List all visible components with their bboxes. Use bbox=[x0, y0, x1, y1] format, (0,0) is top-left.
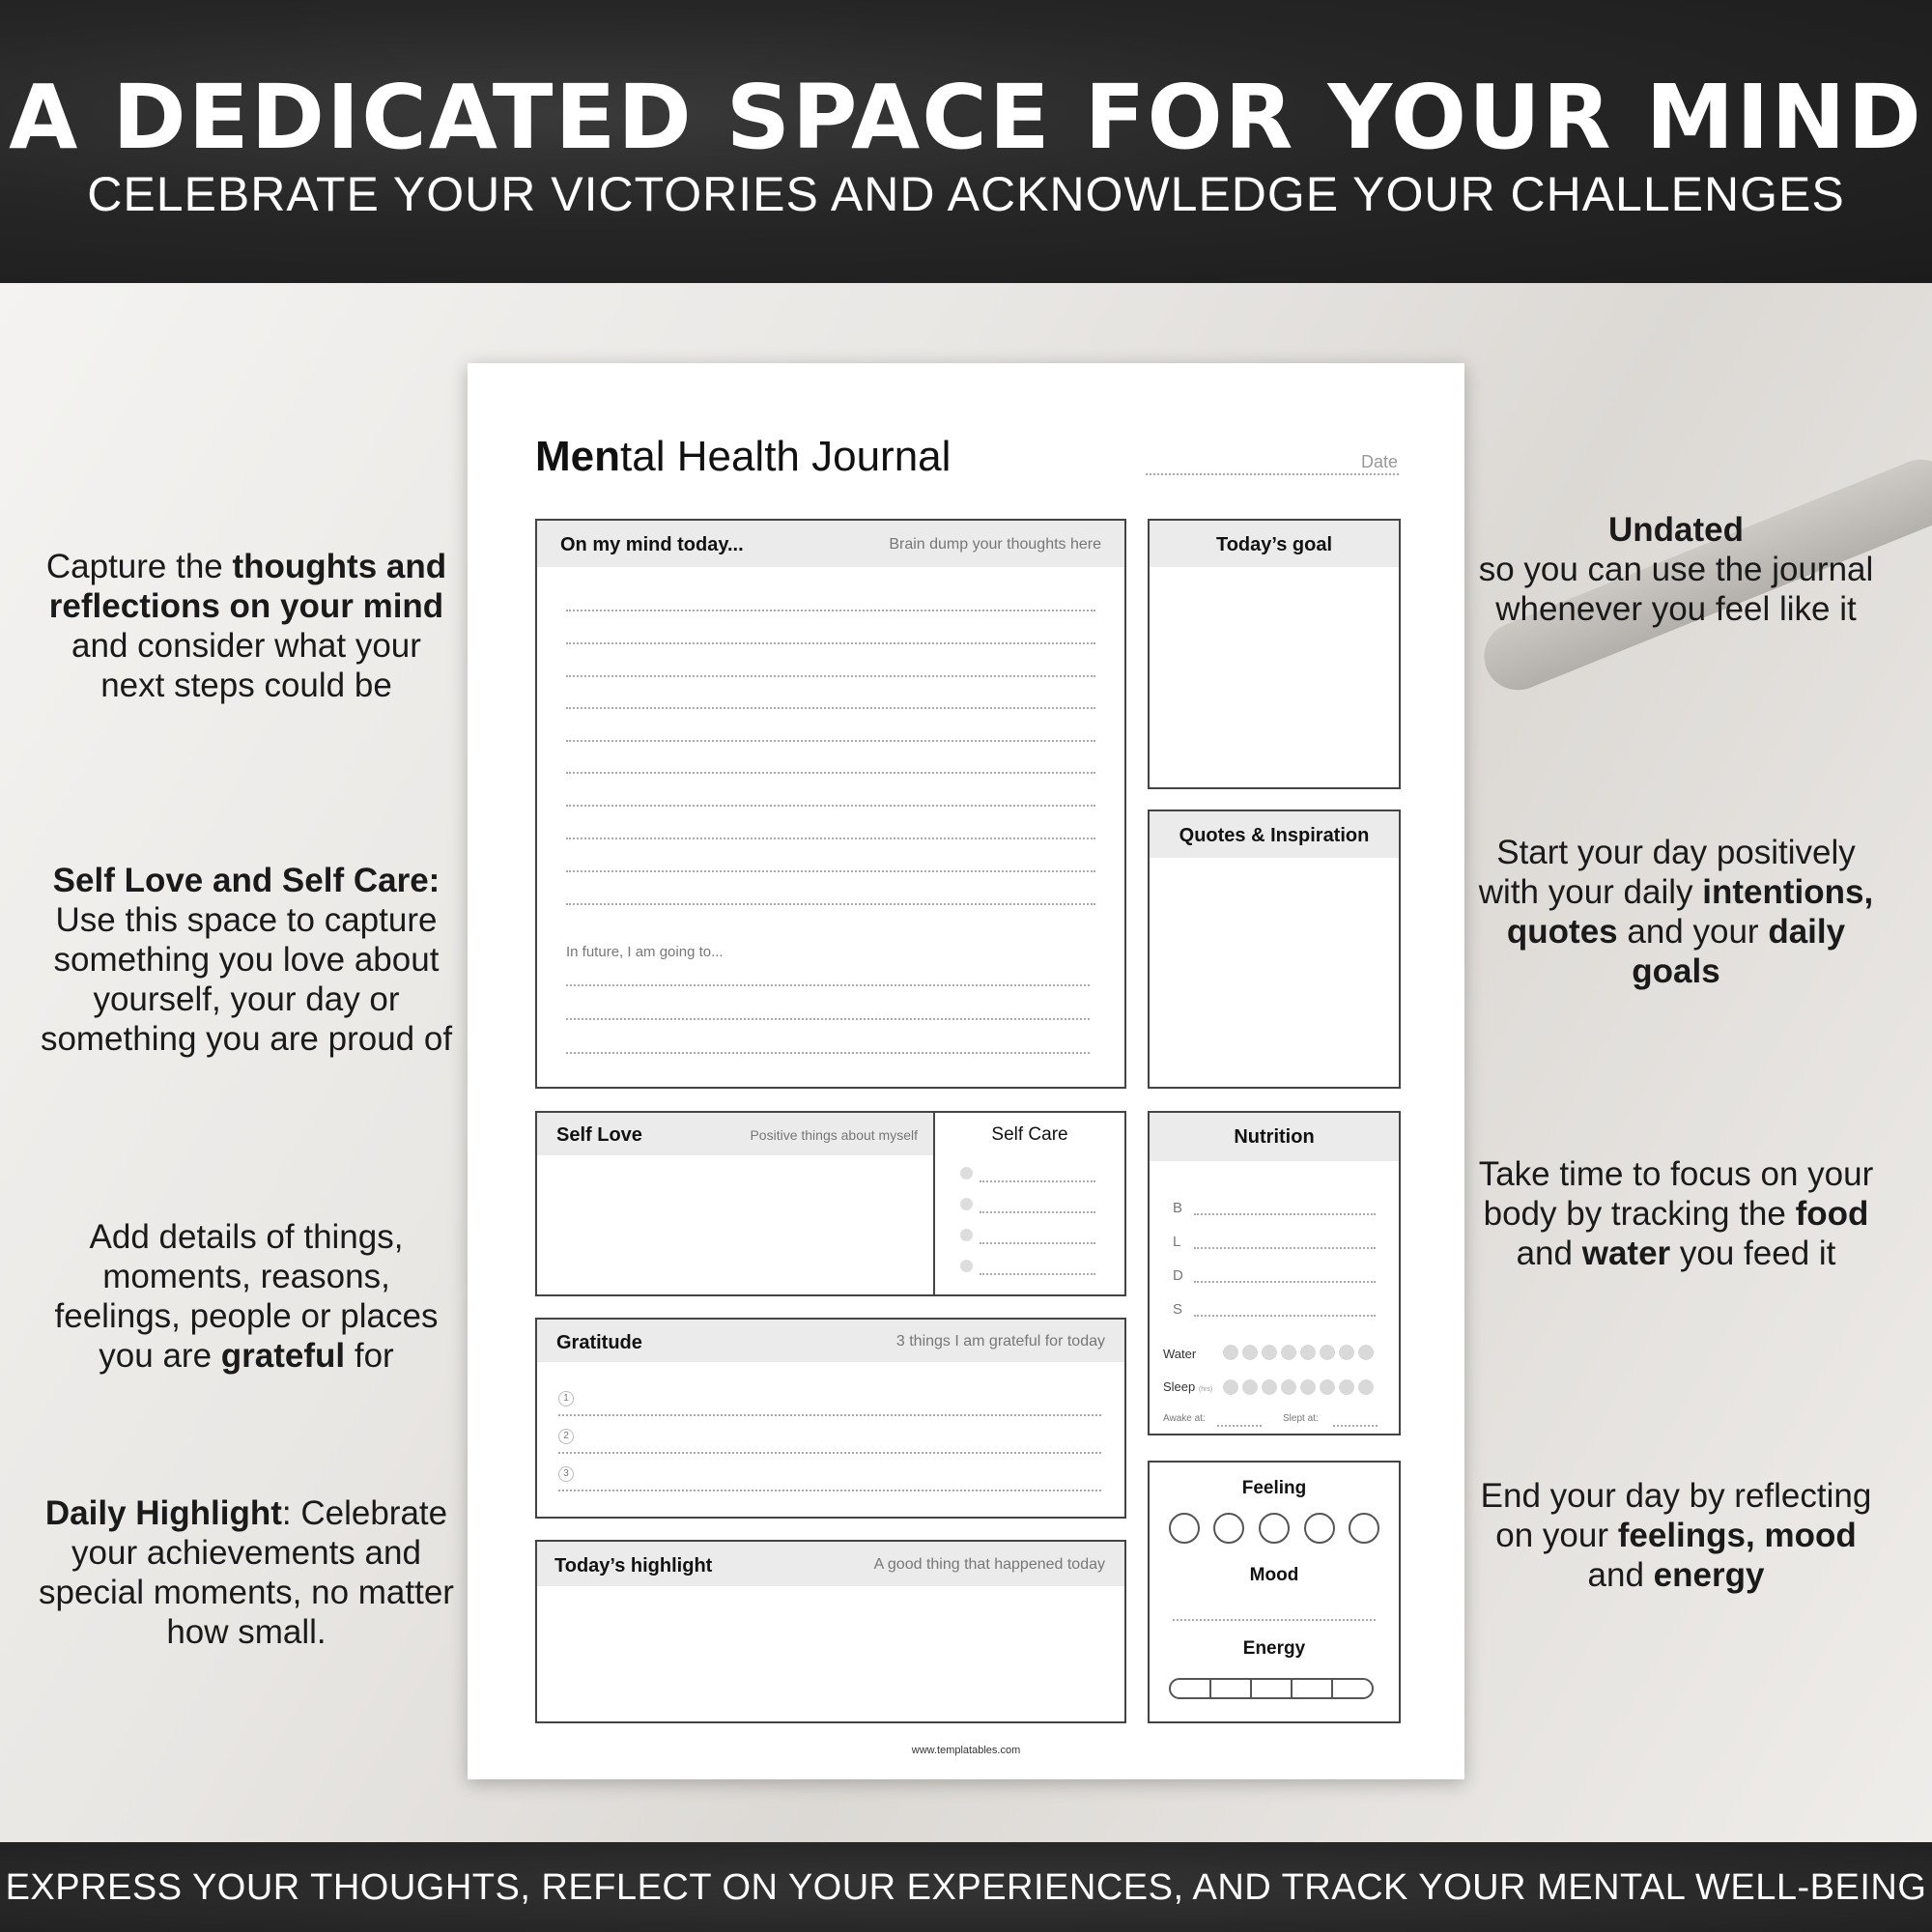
water-dot[interactable] bbox=[1320, 1345, 1335, 1360]
self-care-bullet bbox=[960, 1198, 973, 1210]
feeling-title: Feeling bbox=[1241, 1478, 1307, 1498]
gratitude-line bbox=[558, 1490, 1101, 1492]
meal-snack-label: S bbox=[1173, 1301, 1183, 1318]
sleep-dot[interactable] bbox=[1300, 1379, 1316, 1395]
sleep-dot[interactable] bbox=[1339, 1379, 1354, 1395]
sleep-dot[interactable] bbox=[1320, 1379, 1335, 1395]
self-care-bullet bbox=[960, 1260, 973, 1272]
feeling-box[interactable] bbox=[1148, 1461, 1401, 1723]
water-dot[interactable] bbox=[1242, 1345, 1258, 1360]
sleep-dot[interactable] bbox=[1262, 1379, 1277, 1395]
nutrition-title: Nutrition bbox=[1234, 1126, 1315, 1148]
water-dot[interactable] bbox=[1300, 1345, 1316, 1360]
self-love-title: Self Love bbox=[556, 1124, 642, 1146]
date-line[interactable] bbox=[1146, 473, 1399, 475]
meal-lunch-label: L bbox=[1173, 1234, 1181, 1250]
feeling-circle[interactable] bbox=[1169, 1513, 1200, 1544]
nutrition-box[interactable] bbox=[1148, 1111, 1401, 1435]
headline: A DEDICATED SPACE FOR YOUR MIND bbox=[9, 66, 1923, 169]
mind-line bbox=[566, 838, 1095, 839]
meal-line bbox=[1194, 1213, 1376, 1215]
meal-dinner-label: D bbox=[1173, 1267, 1183, 1284]
mind-box[interactable] bbox=[535, 519, 1126, 1089]
energy-segment-divider bbox=[1209, 1680, 1211, 1697]
caption-thoughts: Capture the thoughts and reflections on your mind and consider what your next steps could be bbox=[45, 548, 447, 704]
meal-line bbox=[1194, 1315, 1376, 1317]
meal-line bbox=[1194, 1247, 1376, 1249]
gratitude-number: 3 bbox=[558, 1466, 574, 1482]
mind-line bbox=[566, 675, 1095, 677]
awake-label: Awake at: bbox=[1163, 1413, 1206, 1424]
water-dot[interactable] bbox=[1262, 1345, 1277, 1360]
water-label: Water bbox=[1163, 1347, 1197, 1361]
self-care-line bbox=[980, 1180, 1095, 1182]
caption-highlight: Daily Highlight: Celebrate your achievements and special moments, no matter how small. bbox=[39, 1494, 454, 1651]
future-line bbox=[566, 1018, 1090, 1020]
website-url: www.templatables.com bbox=[911, 1745, 1021, 1756]
quotes-box[interactable] bbox=[1148, 810, 1401, 1089]
mind-line bbox=[566, 642, 1095, 644]
self-care-title: Self Care bbox=[991, 1124, 1068, 1145]
sleep-label: Sleep (hrs) bbox=[1163, 1379, 1213, 1394]
sleep-dot[interactable] bbox=[1281, 1379, 1296, 1395]
gratitude-line bbox=[558, 1452, 1101, 1454]
energy-title: Energy bbox=[1242, 1638, 1306, 1659]
gratitude-number: 1 bbox=[558, 1391, 574, 1406]
feeling-circle[interactable] bbox=[1259, 1513, 1290, 1544]
goal-box[interactable] bbox=[1148, 519, 1401, 789]
mood-line bbox=[1173, 1619, 1376, 1621]
gratitude-note: 3 things I am grateful for today bbox=[895, 1333, 1105, 1350]
meal-line bbox=[1194, 1281, 1376, 1283]
mind-line bbox=[566, 610, 1095, 611]
journal-page bbox=[468, 363, 1464, 1779]
mind-line bbox=[566, 772, 1095, 774]
highlight-box[interactable] bbox=[535, 1540, 1126, 1723]
sleep-dot[interactable] bbox=[1358, 1379, 1374, 1395]
highlight-note: A good thing that happened today bbox=[873, 1556, 1105, 1573]
mind-line bbox=[566, 870, 1095, 872]
energy-segment-divider bbox=[1291, 1680, 1293, 1697]
nutrition-header bbox=[1150, 1113, 1399, 1161]
gratitude-number: 2 bbox=[558, 1429, 574, 1444]
feeling-circle[interactable] bbox=[1213, 1513, 1244, 1544]
caption-gratitude: Add details of things, moments, reasons, feelings, people or places you are grateful for bbox=[54, 1218, 439, 1375]
self-love-box[interactable] bbox=[535, 1111, 1126, 1296]
self-love-header bbox=[537, 1113, 933, 1155]
energy-meter[interactable] bbox=[1169, 1678, 1374, 1699]
self-care-line bbox=[980, 1242, 1095, 1244]
self-care-line bbox=[980, 1211, 1095, 1213]
gratitude-box[interactable] bbox=[535, 1318, 1126, 1519]
highlight-header bbox=[537, 1542, 1124, 1586]
caption-intentions: Start your day positively with your daily intentions, quotes and your daily goals bbox=[1478, 834, 1874, 990]
feeling-circle[interactable] bbox=[1349, 1513, 1379, 1544]
quotes-title: Quotes & Inspiration bbox=[1179, 825, 1370, 846]
future-label: In future, I am going to... bbox=[566, 944, 724, 960]
mind-title: On my mind today... bbox=[560, 534, 744, 555]
subheadline: CELEBRATE YOUR VICTORIES AND ACKNOWLEDGE YOUR CHALLENGES bbox=[87, 167, 1845, 221]
highlight-title: Today’s highlight bbox=[554, 1555, 713, 1577]
self-care-bullet bbox=[960, 1167, 973, 1179]
mind-note: Brain dump your thoughts here bbox=[889, 536, 1101, 553]
feeling-circle[interactable] bbox=[1304, 1513, 1335, 1544]
mind-line bbox=[566, 903, 1095, 905]
footer-text: EXPRESS YOUR THOUGHTS, REFLECT ON YOUR EXPERIENCES, AND TRACK YOUR MENTAL WELL-BEING bbox=[5, 1867, 1927, 1908]
caption-self-love: Self Love and Self Care: Use this space to capture something you love about yourself, your day or something you are proud of bbox=[40, 862, 453, 1058]
future-line bbox=[566, 1052, 1090, 1054]
journal-title: Mental Health Journal bbox=[535, 433, 952, 480]
gratitude-title: Gratitude bbox=[556, 1332, 642, 1353]
caption-undated: Undated so you can use the journal whenever you feel like it bbox=[1478, 511, 1874, 628]
water-dot[interactable] bbox=[1281, 1345, 1296, 1360]
quotes-header bbox=[1150, 811, 1399, 858]
slept-label: Slept at: bbox=[1283, 1413, 1319, 1424]
sleep-dot[interactable] bbox=[1223, 1379, 1238, 1395]
energy-segment-divider bbox=[1250, 1680, 1252, 1697]
caption-nutrition: Take time to focus on your body by tracking the food and water you feed it bbox=[1478, 1155, 1874, 1272]
goal-header bbox=[1150, 521, 1399, 567]
future-line bbox=[566, 984, 1090, 986]
self-care-line bbox=[980, 1273, 1095, 1275]
mind-line bbox=[566, 707, 1095, 709]
sleep-dot[interactable] bbox=[1242, 1379, 1258, 1395]
gratitude-header bbox=[537, 1320, 1124, 1362]
self-love-note: Positive things about myself bbox=[750, 1127, 918, 1143]
meal-breakfast-label: B bbox=[1173, 1200, 1183, 1216]
date-label: Date bbox=[1361, 452, 1399, 471]
gratitude-line bbox=[558, 1414, 1101, 1416]
self-care-bullet bbox=[960, 1229, 973, 1241]
mind-header bbox=[537, 521, 1124, 567]
mood-title: Mood bbox=[1249, 1565, 1299, 1585]
mind-line bbox=[566, 740, 1095, 742]
goal-title: Today’s goal bbox=[1215, 534, 1333, 555]
energy-segment-divider bbox=[1331, 1680, 1333, 1697]
mind-line bbox=[566, 805, 1095, 807]
awake-line bbox=[1217, 1425, 1262, 1427]
slept-line bbox=[1333, 1425, 1378, 1427]
water-dot[interactable] bbox=[1339, 1345, 1354, 1360]
caption-feelings: End your day by reflecting on your feelings, mood and energy bbox=[1480, 1477, 1872, 1594]
water-dot[interactable] bbox=[1223, 1345, 1238, 1360]
water-dot[interactable] bbox=[1358, 1345, 1374, 1360]
